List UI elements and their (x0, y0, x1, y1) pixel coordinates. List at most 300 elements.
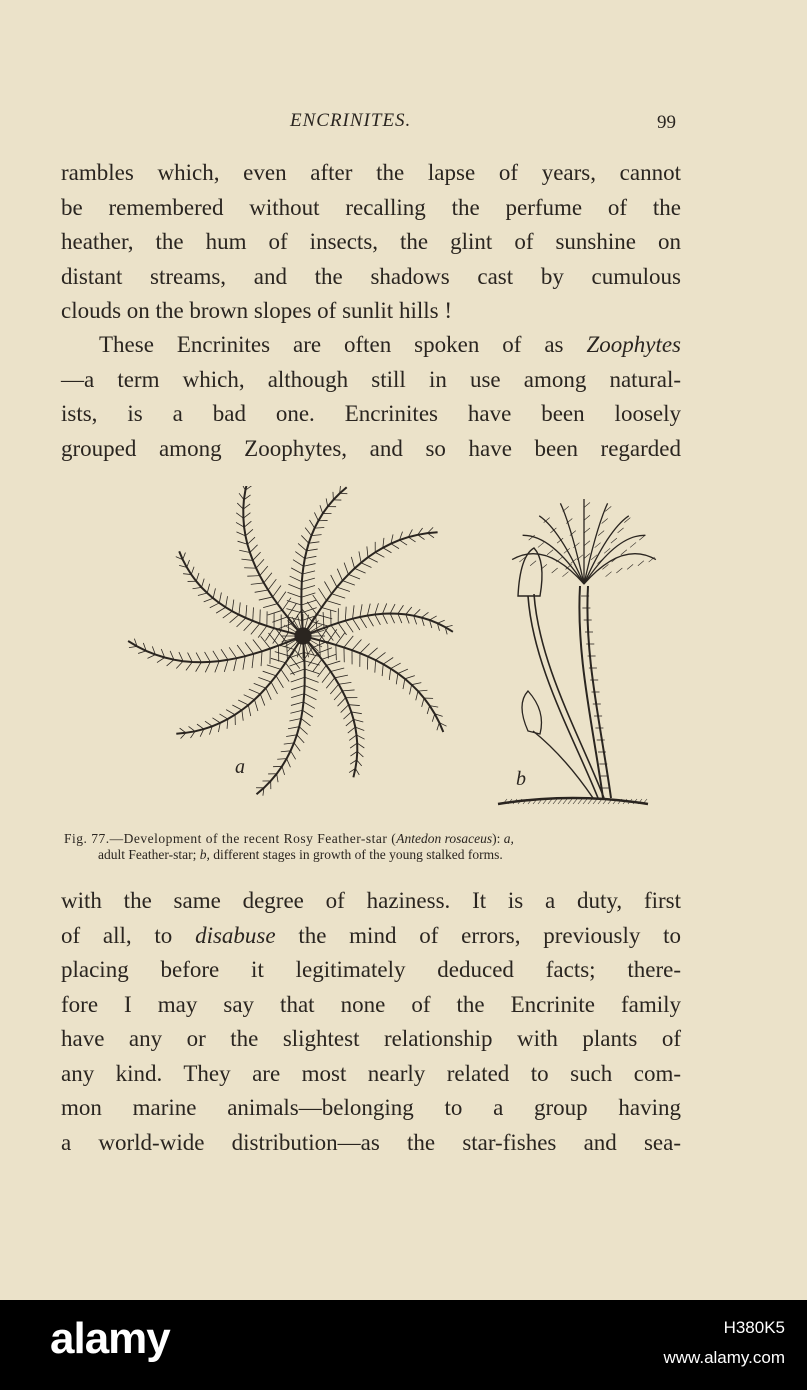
pinnule (345, 607, 346, 621)
pinnule (288, 592, 302, 597)
pinnule (221, 649, 228, 660)
pinnule (414, 609, 421, 615)
pinnule (336, 645, 337, 660)
text-line: grouped among Zoophytes, and so have been regarded (61, 435, 681, 461)
pinnule (196, 662, 202, 671)
pinnule (291, 702, 304, 705)
crown-pinnule (584, 528, 590, 533)
pinnule (301, 718, 310, 725)
pinnule (198, 593, 207, 595)
pinnule (244, 695, 255, 700)
crown-pinnule (584, 541, 590, 546)
pinnule (237, 645, 245, 656)
pinnule (331, 668, 345, 672)
running-title: ENCRINITES. (290, 110, 412, 131)
text-line: be remembered without recalling the perfume of the (61, 194, 681, 220)
page-header (0, 110, 807, 140)
crown-pinnule (584, 554, 590, 559)
pinnule (187, 560, 190, 567)
pinnule (382, 603, 386, 613)
pinnule (202, 579, 205, 588)
pinnule (197, 724, 204, 729)
pinnule (302, 578, 315, 582)
pinnule (305, 556, 317, 558)
pinnule (234, 658, 237, 671)
pinnule (176, 661, 183, 668)
crown-pinnule (552, 568, 558, 573)
pinnule (261, 651, 262, 666)
pinnule (367, 546, 368, 557)
pinnule (281, 669, 289, 681)
pinnule (193, 587, 202, 588)
pinnule (398, 614, 402, 623)
pinnule (437, 620, 444, 623)
pinnule (252, 654, 254, 668)
pinnule (326, 678, 334, 688)
pinnule (309, 520, 314, 528)
pinnule (256, 559, 264, 568)
pinnule (408, 537, 415, 542)
pinnule (338, 623, 346, 635)
pinnule (330, 684, 338, 694)
crown-pinnule (547, 550, 553, 555)
figure-label-a: a (235, 756, 245, 778)
pinnule (437, 723, 439, 731)
crown-pinnule (563, 506, 569, 511)
pinnule (323, 612, 324, 628)
text-line: —a term which, although still in use among natural- (61, 366, 681, 392)
pinnule (318, 588, 326, 600)
pinnule (258, 626, 267, 638)
pinnule (266, 688, 271, 700)
text-line: rambles which, even after the lapse of years, cannot (61, 160, 681, 185)
crown-pinnule (562, 572, 568, 577)
pinnule (223, 611, 232, 618)
pinnule (348, 727, 355, 733)
pinnule (349, 735, 356, 741)
pinnule (236, 513, 243, 518)
feather-star-adult-drawing (128, 486, 453, 796)
pinnule (427, 706, 429, 714)
pinnule (307, 549, 318, 551)
pinnule (273, 585, 281, 596)
pinnule (220, 714, 228, 719)
pinnule (375, 552, 384, 557)
pinnule (360, 643, 370, 653)
crown-pinnule (530, 561, 536, 566)
pinnule (314, 512, 318, 520)
crown-pinnule (611, 538, 617, 543)
crown-pinnule (606, 572, 612, 577)
pinnule (268, 610, 283, 615)
pinnule (305, 669, 320, 674)
pinnule (247, 537, 255, 544)
pinnule (212, 718, 220, 723)
pinnule (183, 553, 186, 560)
pinnule (320, 505, 323, 513)
pinnule (188, 653, 193, 662)
site-url: www.alamy.com (663, 1348, 785, 1367)
pinnule (302, 571, 315, 574)
crown-pinnule (638, 561, 644, 566)
pinnule (403, 679, 405, 689)
text-line: any kind. They are most nearly related to such com- (61, 1060, 681, 1086)
pinnule (305, 685, 318, 691)
pinnule (322, 654, 336, 659)
ground-hatch (563, 799, 567, 804)
pinnule (293, 560, 303, 567)
crown-pinnule (627, 564, 633, 569)
pinnule (226, 596, 228, 607)
italic-term-zoophytes: Zoophytes (586, 332, 681, 357)
pinnule (337, 569, 342, 581)
pinnule (290, 576, 302, 582)
pinnule (246, 529, 253, 536)
pinnule (147, 655, 155, 659)
crown-pinnule (602, 518, 608, 523)
figure-caption (64, 831, 684, 863)
feather-arm (301, 487, 346, 636)
pinnule (138, 651, 146, 654)
crown-pinnule (618, 528, 624, 533)
pinnule (375, 614, 381, 624)
pinnule (275, 652, 290, 657)
pinnule (390, 614, 394, 624)
pinnule (189, 726, 195, 731)
pinnule (391, 544, 399, 549)
pinnule (251, 583, 264, 584)
text-line: fore I may say that none of the Encrinite family (61, 991, 681, 1017)
ground-hatch (553, 799, 557, 804)
pinnule (342, 690, 354, 691)
crown-pinnule (598, 531, 604, 536)
pinnule (251, 623, 260, 634)
pinnule (259, 597, 273, 600)
pinnule (422, 612, 429, 617)
pinnule (351, 712, 362, 714)
pinnule (205, 662, 210, 672)
pinnule (416, 691, 418, 700)
text-line: have any or the slightest relationship with plants of (61, 1026, 681, 1051)
pinnule (368, 648, 378, 657)
pinnule (216, 607, 226, 613)
pinnule (263, 671, 276, 676)
pinnule (254, 700, 257, 711)
pinnule (335, 675, 348, 678)
pinnule (337, 587, 350, 591)
pinnule (313, 659, 322, 671)
pinnule (346, 719, 354, 726)
ground-hatch (588, 799, 592, 804)
pinnule (383, 548, 392, 553)
pinnule (396, 673, 398, 684)
pinnule (391, 663, 401, 669)
pinnule (359, 551, 361, 562)
pinnule (237, 618, 246, 627)
pinnule (418, 535, 425, 540)
pinnule (344, 563, 348, 575)
pinnule (260, 694, 264, 706)
pinnule (242, 710, 243, 721)
pinnule (319, 640, 320, 657)
pinnule (253, 552, 261, 560)
caption-text: Fig. 77.—Development of the recent Rosy Feather-star ( (64, 831, 397, 846)
text-line: placing before it legitimately deduced facts; there- (61, 957, 681, 982)
crown-pinnule (584, 515, 590, 520)
pinnule (157, 658, 165, 663)
pinnule (328, 643, 329, 659)
pinnule (196, 573, 199, 581)
pinnule (224, 660, 228, 672)
pinnule (303, 710, 313, 717)
feather-arm (257, 636, 305, 794)
pinnule (287, 601, 302, 605)
pinnule (255, 590, 268, 592)
pinnule (353, 605, 355, 618)
pinnule (215, 661, 219, 672)
pinnule (357, 751, 363, 757)
pinnule (210, 603, 220, 608)
pinnule (348, 574, 360, 579)
pinnule (406, 607, 412, 614)
pinnule (271, 682, 277, 694)
ground-hatch (573, 799, 577, 804)
ground-hatch (558, 799, 562, 804)
pinnule (301, 535, 308, 543)
pinnule (245, 642, 254, 653)
pinnule (191, 567, 194, 575)
pinnule (398, 669, 408, 673)
pinnule (249, 689, 260, 694)
caption-text: ): (492, 831, 504, 846)
pinnule (241, 559, 252, 560)
pinnule (273, 630, 282, 643)
pinnule (237, 503, 243, 509)
ground-hatch (568, 799, 572, 804)
central-disc (295, 628, 311, 644)
figure-label-b: b (516, 768, 526, 790)
crown-pinnule (584, 503, 590, 508)
italic-term-disabuse: disabuse (195, 922, 276, 948)
pinnule (129, 646, 137, 647)
pinnule (268, 633, 278, 645)
pinnule (315, 528, 325, 529)
pinnule (304, 661, 319, 665)
pinnule (288, 727, 299, 729)
pinnule (418, 690, 427, 691)
feather-arm (176, 636, 303, 734)
pinnule (186, 662, 192, 670)
pinnule (389, 669, 390, 680)
ground-hatch (583, 799, 587, 804)
pinnule (254, 683, 266, 688)
pinnule (375, 603, 379, 614)
pinnule (268, 579, 276, 590)
pinnule (349, 705, 360, 706)
pinnule (324, 581, 331, 593)
pinnule (213, 651, 219, 661)
pinnule (341, 705, 349, 713)
pinnule (246, 605, 247, 618)
pinnule (317, 648, 332, 654)
pinnule (305, 528, 311, 536)
pinnule (196, 653, 201, 663)
figure-77 (88, 486, 658, 821)
text-line: a world-wide distribution—as the star-fishes and sea- (61, 1129, 681, 1155)
text-line: clouds on the brown slopes of sunlit hills ! (61, 298, 452, 323)
pinnule (339, 682, 352, 684)
pinnule (331, 575, 337, 587)
pinnule (244, 521, 251, 527)
brand-logo: alamy (50, 1314, 170, 1363)
pinnule (239, 493, 244, 500)
pinnule (429, 616, 436, 620)
pinnule (264, 573, 272, 583)
image-id: H380K5 (723, 1318, 785, 1337)
pinnule (239, 602, 240, 614)
pinnule (301, 585, 314, 589)
pinnule (352, 640, 361, 651)
pinnule (345, 621, 353, 633)
pinnule (261, 636, 271, 648)
pinnule (243, 656, 245, 670)
pinnule (238, 700, 248, 705)
pinnule (410, 685, 412, 695)
caption-species-name: Antedon rosaceus (396, 831, 493, 846)
text-segment: the mind of errors, previously to (275, 922, 681, 948)
pinnule (297, 735, 304, 743)
text-line (61, 328, 681, 363)
pinnule (276, 676, 283, 688)
caption-label-a: a, (503, 831, 514, 846)
pinnule (326, 661, 340, 665)
pinnule (303, 564, 315, 567)
pinnule (205, 652, 211, 662)
pinnule (361, 563, 371, 568)
pinnule (399, 540, 407, 545)
pinnule (253, 607, 254, 620)
pinnule (294, 743, 300, 751)
pinnule (390, 604, 395, 613)
pinnule (299, 727, 307, 735)
pinnule (291, 751, 296, 759)
pinnule (247, 576, 259, 577)
text-line: heather, the hum of insects, the glint of sunshine on (61, 229, 681, 254)
text-line: distant streams, and the shadows cast by cumulous (61, 263, 681, 289)
text-line: ists, is a bad one. Encrinites have been loosely (61, 401, 681, 426)
pinnule (250, 545, 258, 553)
pinnule (422, 698, 424, 707)
pinnule (291, 568, 302, 574)
pinnule (272, 617, 287, 622)
pinnule (344, 636, 353, 648)
pinnule (367, 616, 373, 627)
feather-arm (128, 636, 303, 662)
pinnule (213, 588, 215, 598)
pinnule (277, 774, 278, 782)
pinnule (227, 719, 228, 729)
pinnule (248, 705, 250, 716)
pinnule (350, 743, 357, 748)
text-segment: These Encrinites are often spoken of as (99, 332, 587, 357)
pinnule (355, 568, 366, 573)
crown-pinnule (630, 542, 636, 547)
pinnule (368, 557, 378, 562)
pinnule (432, 714, 434, 722)
pinnule (291, 694, 304, 698)
watermark-footer (0, 1300, 807, 1390)
text-line (61, 919, 681, 954)
pinnule (205, 721, 212, 726)
pinnule (204, 598, 213, 602)
pinnule (317, 615, 332, 619)
pinnule (260, 566, 268, 576)
caption-text: adult Feather-star; (98, 847, 200, 862)
pinnule (343, 712, 351, 719)
pinnule (295, 552, 304, 559)
pinnule (382, 664, 383, 676)
pinnule (332, 594, 346, 598)
pinnule (286, 735, 297, 737)
ground-hatch (578, 799, 582, 804)
pinnule (229, 647, 236, 658)
small-bud (522, 691, 542, 734)
stalked-young-forms-drawing (498, 499, 656, 804)
pinnule (291, 685, 305, 689)
pinnule (258, 677, 271, 682)
pinnule (324, 628, 333, 641)
pinnule (304, 702, 315, 708)
pinnule (287, 759, 291, 768)
pinnule (322, 608, 337, 612)
text-line: mon marine animals—belonging to a group having (61, 1095, 681, 1120)
caption-line (64, 847, 684, 863)
pinnule (343, 581, 355, 585)
caption-text: different stages in growth of the young stalked forms. (209, 847, 503, 862)
pinnule (304, 694, 316, 700)
pinnule (242, 486, 246, 490)
feather-star-illustration (88, 486, 658, 821)
paragraph-2 (61, 328, 681, 466)
pinnule (412, 683, 422, 685)
text-segment: of all, to (61, 922, 196, 948)
pinnule (334, 691, 342, 700)
pinnule (353, 619, 360, 630)
pinnule (232, 600, 234, 612)
pinnule (445, 625, 452, 627)
pinnule (355, 769, 359, 775)
pinnule (253, 640, 262, 652)
pinnule (322, 672, 331, 683)
pinnule (271, 658, 286, 662)
pinnule (232, 705, 242, 710)
pinnule (167, 660, 174, 666)
pinnule (286, 609, 301, 613)
pinnule (311, 535, 321, 536)
pinnule (357, 743, 364, 748)
pinnule (277, 592, 286, 604)
pinnule (226, 710, 235, 715)
pinnule (291, 677, 305, 682)
crown-pinnule (538, 542, 544, 547)
pinnule (360, 617, 367, 628)
crown-pinnule (595, 543, 601, 548)
pinnule (375, 660, 376, 673)
pinnule (288, 584, 301, 589)
pinnule (357, 760, 362, 766)
pinnule (326, 498, 328, 506)
pinnule (338, 698, 346, 706)
